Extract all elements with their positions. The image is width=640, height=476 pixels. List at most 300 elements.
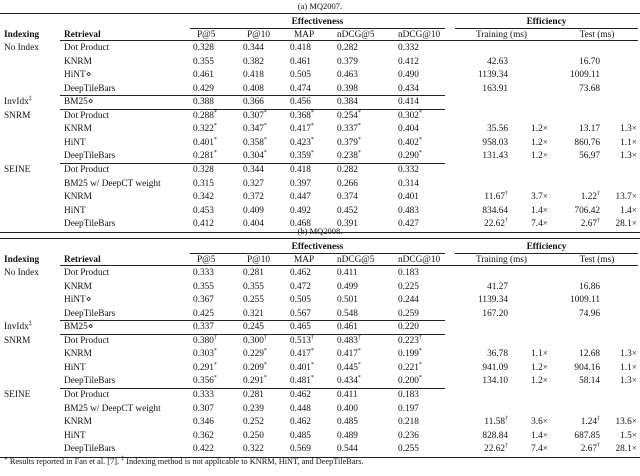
metric-value bbox=[243, 137, 267, 149]
metric-value bbox=[243, 110, 267, 122]
cell-value: 0.462 bbox=[290, 417, 311, 428]
significance-mark: ‡ bbox=[28, 321, 32, 328]
training-time bbox=[487, 123, 508, 135]
retrieval-label: KNRM bbox=[64, 56, 92, 67]
significance-mark: * bbox=[418, 348, 422, 355]
metric-value bbox=[398, 110, 422, 122]
cell-value: 0.462 bbox=[290, 268, 311, 278]
metric-value bbox=[193, 348, 217, 360]
cell-value: SNRM bbox=[4, 335, 31, 346]
table-row bbox=[0, 429, 640, 443]
retrieval-label: Dot Product bbox=[64, 164, 110, 175]
metric-value bbox=[193, 294, 214, 306]
cell-value: 0.342 bbox=[193, 192, 214, 203]
metric-value bbox=[290, 335, 314, 347]
metric-header: MAP bbox=[294, 255, 315, 265]
table-row bbox=[0, 136, 640, 150]
metric-value bbox=[243, 443, 264, 455]
cell-value: 0.379 bbox=[337, 56, 358, 67]
cell-value: 0.499 bbox=[337, 281, 358, 292]
efficiency-header: Efficiency bbox=[526, 17, 567, 27]
metric-value bbox=[398, 294, 419, 306]
test-time bbox=[579, 281, 600, 293]
test-time bbox=[581, 416, 600, 428]
metric-value bbox=[243, 164, 264, 176]
footnote-symbol: ⋄ bbox=[4, 456, 8, 462]
metric-header: P@5 bbox=[197, 30, 216, 40]
retrieval-label: KNRM bbox=[64, 349, 92, 360]
significance-mark: * bbox=[418, 150, 422, 157]
cell-value: 0.355 bbox=[193, 56, 214, 67]
metric-value bbox=[290, 83, 311, 95]
table-row bbox=[0, 163, 640, 177]
table-row bbox=[0, 41, 640, 55]
metric-value bbox=[337, 267, 358, 279]
metric-value bbox=[243, 56, 264, 68]
metric-header: nDCG@10 bbox=[398, 30, 441, 40]
cell-value: 0.445 bbox=[337, 362, 358, 373]
cell-value: 0.423 bbox=[290, 137, 311, 148]
cell-value: 0.489 bbox=[337, 430, 358, 441]
test-time bbox=[574, 205, 600, 217]
training-header: Training (ms) bbox=[475, 255, 528, 265]
cell-value: 58.14 bbox=[579, 376, 600, 387]
cell-value: 0.400 bbox=[337, 403, 358, 414]
metric-value bbox=[193, 56, 214, 68]
cell-value: 0.434 bbox=[337, 376, 358, 387]
metric-value bbox=[337, 362, 361, 374]
cell-value: 0.344 bbox=[243, 164, 264, 175]
metric-value bbox=[193, 443, 214, 455]
significance-mark: * bbox=[263, 123, 267, 130]
metric-value bbox=[398, 137, 422, 149]
cell-value: 22.62 bbox=[484, 444, 505, 455]
cell-value: 0.359 bbox=[290, 151, 311, 162]
significance-mark: † bbox=[597, 443, 600, 450]
training-time bbox=[482, 205, 508, 217]
training-time bbox=[478, 294, 508, 306]
cell-value: 11.67 bbox=[484, 192, 505, 203]
results-table bbox=[0, 225, 640, 455]
significance-mark: * bbox=[310, 348, 314, 355]
cell-value: 0.417 bbox=[337, 349, 358, 360]
significance-mark: † bbox=[357, 334, 361, 341]
metric-value bbox=[337, 335, 361, 347]
significance-mark: * bbox=[357, 136, 361, 143]
table-row bbox=[0, 82, 640, 96]
training-time bbox=[484, 443, 508, 455]
significance-mark: * bbox=[357, 123, 361, 130]
cell-value: 0.328 bbox=[193, 164, 214, 175]
cell-value: 0.244 bbox=[398, 295, 419, 306]
metric-value bbox=[243, 191, 264, 203]
metric-value bbox=[398, 83, 419, 95]
footnote-text: Results reported in Fan et al. [7]. bbox=[7, 457, 122, 466]
metric-value bbox=[398, 416, 419, 428]
table-row bbox=[0, 293, 640, 307]
metric-value bbox=[243, 403, 264, 415]
significance-mark: † bbox=[505, 218, 508, 225]
cell-value: 0.355 bbox=[193, 281, 214, 292]
cell-value: 0.380 bbox=[193, 335, 214, 346]
metric-value bbox=[243, 308, 264, 320]
cell-value: 904.16 bbox=[574, 362, 600, 373]
cell-value: 0.569 bbox=[290, 444, 311, 455]
significance-mark: * bbox=[213, 361, 217, 368]
significance-mark: † bbox=[597, 191, 600, 198]
metric-value bbox=[337, 281, 358, 293]
training-time bbox=[482, 150, 508, 162]
significance-mark: * bbox=[357, 109, 361, 116]
results-table bbox=[0, 0, 640, 230]
retrieval-label: DeepTileBars bbox=[64, 444, 116, 455]
training-speedup: 1.2× bbox=[531, 362, 548, 373]
cell-value: 73.68 bbox=[579, 83, 600, 94]
cell-value: 1139.34 bbox=[478, 70, 508, 81]
footnote-text: Indexing method is not applicable to KNRM, HiNT, and DeepTileBars. bbox=[124, 457, 364, 466]
cell-value: 0.404 bbox=[398, 124, 419, 135]
metric-value bbox=[290, 403, 311, 415]
cell-value: 0.288 bbox=[193, 110, 214, 121]
retrieval-label: KNRM bbox=[64, 192, 92, 203]
training-time bbox=[487, 56, 508, 68]
cell-value: 0.412 bbox=[193, 219, 214, 230]
metric-value bbox=[193, 42, 214, 54]
cell-value: 163.91 bbox=[482, 83, 508, 94]
cell-value: 0.465 bbox=[290, 322, 311, 333]
metric-value bbox=[193, 362, 217, 374]
metric-value bbox=[398, 178, 419, 190]
retrieval-label: Dot Product bbox=[64, 43, 110, 53]
effectiveness-header: Effectiveness bbox=[291, 242, 344, 252]
test-speedup: 13.6× bbox=[615, 417, 637, 428]
metric-value bbox=[243, 430, 264, 442]
significance-mark: * bbox=[418, 109, 422, 116]
cell-value: 834.64 bbox=[482, 205, 508, 216]
test-time bbox=[579, 83, 600, 95]
test-speedup: 1.5× bbox=[620, 430, 637, 441]
metric-value bbox=[193, 321, 214, 333]
indexing-header: Indexing bbox=[4, 30, 40, 40]
retrieval-label: Dot Product bbox=[64, 389, 110, 400]
test-speedup: 1.1× bbox=[620, 362, 637, 373]
metric-value bbox=[193, 205, 214, 217]
table-row bbox=[0, 374, 640, 388]
training-time bbox=[487, 348, 508, 360]
significance-mark: * bbox=[213, 136, 217, 143]
cell-value: 828.84 bbox=[482, 430, 508, 441]
metric-value bbox=[337, 83, 358, 95]
significance-mark: † bbox=[505, 416, 508, 423]
significance-mark: * bbox=[213, 150, 217, 157]
cell-value: 42.63 bbox=[487, 56, 508, 67]
significance-mark: * bbox=[357, 150, 361, 157]
table-row bbox=[0, 334, 640, 348]
test-speedup: 1.3× bbox=[620, 349, 637, 360]
retrieval-label: DeepTileBars bbox=[64, 376, 116, 387]
metric-header: P@10 bbox=[247, 255, 271, 265]
training-time bbox=[478, 69, 508, 81]
metric-value bbox=[337, 294, 358, 306]
metric-value bbox=[243, 205, 264, 217]
metric-value bbox=[290, 178, 311, 190]
test-speedup: 28.1× bbox=[615, 444, 637, 455]
cell-value: 0.344 bbox=[243, 43, 264, 53]
cell-value: No Index bbox=[4, 268, 39, 278]
metric-value bbox=[290, 205, 311, 217]
test-time bbox=[579, 56, 600, 68]
metric-value bbox=[398, 96, 419, 108]
metric-value bbox=[290, 69, 311, 81]
significance-mark: † bbox=[418, 334, 422, 341]
retrieval-label: KNRM bbox=[64, 124, 92, 135]
cell-value: 167.20 bbox=[482, 308, 508, 319]
cell-value: 35.56 bbox=[487, 124, 508, 135]
cell-value: 0.485 bbox=[290, 430, 311, 441]
cell-value: 0.281 bbox=[193, 151, 214, 162]
cell-value: 0.447 bbox=[290, 192, 311, 203]
metric-value bbox=[398, 335, 422, 347]
metric-value bbox=[337, 443, 358, 455]
cell-value: 0.492 bbox=[290, 205, 311, 216]
cell-value: 0.490 bbox=[398, 70, 419, 81]
training-time bbox=[487, 281, 508, 293]
metric-value bbox=[193, 96, 214, 108]
test-time bbox=[579, 123, 600, 135]
cell-value: 0.481 bbox=[290, 376, 311, 387]
metric-value bbox=[243, 375, 267, 387]
metric-value bbox=[193, 137, 217, 149]
table-row bbox=[0, 307, 640, 321]
metric-value bbox=[193, 191, 214, 203]
table-row bbox=[0, 204, 640, 218]
retrieval-label: HiNT bbox=[64, 137, 86, 148]
cell-value: 0.367 bbox=[193, 295, 214, 306]
metric-value bbox=[193, 83, 214, 95]
cell-value: 0.388 bbox=[193, 97, 214, 108]
metric-value bbox=[193, 416, 214, 428]
metric-value bbox=[398, 123, 419, 135]
test-time bbox=[579, 348, 600, 360]
metric-value bbox=[193, 267, 214, 279]
cell-value: 0.397 bbox=[290, 178, 311, 189]
cell-value: 0.239 bbox=[243, 403, 264, 414]
metric-value bbox=[193, 389, 214, 401]
test-time bbox=[579, 375, 600, 387]
training-speedup: 1.4× bbox=[531, 430, 548, 441]
test-time bbox=[570, 69, 600, 81]
cell-value: 0.379 bbox=[337, 137, 358, 148]
metric-value bbox=[337, 308, 358, 320]
indexing-label bbox=[4, 96, 32, 108]
cell-value: 0.408 bbox=[243, 83, 264, 94]
cell-value: 0.303 bbox=[193, 349, 214, 360]
metric-value bbox=[193, 110, 217, 122]
metric-value bbox=[290, 389, 311, 401]
cell-value: 0.398 bbox=[337, 83, 358, 94]
metric-value bbox=[398, 348, 422, 360]
cell-value: 0.463 bbox=[337, 70, 358, 81]
metric-value bbox=[398, 308, 419, 320]
cell-value: 0.315 bbox=[193, 178, 214, 189]
significance-mark: * bbox=[263, 109, 267, 116]
training-speedup: 1.1× bbox=[531, 349, 548, 360]
cell-value: 0.462 bbox=[290, 389, 311, 400]
metric-value bbox=[193, 403, 214, 415]
cell-value: 0.452 bbox=[337, 205, 358, 216]
cell-value: 0.183 bbox=[398, 268, 419, 278]
retrieval-label: BM25⋄ bbox=[64, 322, 94, 333]
cell-value: 16.70 bbox=[579, 56, 600, 67]
cell-value: 1009.11 bbox=[570, 70, 600, 81]
significance-mark: * bbox=[263, 348, 267, 355]
indexing-label bbox=[4, 164, 30, 176]
significance-mark: * bbox=[418, 375, 422, 382]
table-row bbox=[0, 95, 640, 109]
cell-value: 0.418 bbox=[243, 70, 264, 81]
metric-value bbox=[337, 137, 361, 149]
cell-value: 0.304 bbox=[243, 151, 264, 162]
cell-value: 0.374 bbox=[337, 192, 358, 203]
metric-value bbox=[398, 205, 419, 217]
retrieval-label: HiNT bbox=[64, 362, 86, 373]
cell-value: 0.391 bbox=[337, 219, 358, 230]
cell-value: 0.483 bbox=[398, 205, 419, 216]
training-speedup: 1.4× bbox=[531, 205, 548, 216]
metric-value bbox=[290, 150, 314, 162]
test-time bbox=[574, 430, 600, 442]
significance-mark: † bbox=[263, 334, 267, 341]
cell-value: 131.43 bbox=[482, 151, 508, 162]
cell-value: 0.472 bbox=[290, 281, 311, 292]
training-speedup: 1.2× bbox=[531, 124, 548, 135]
cell-value: 0.355 bbox=[243, 281, 264, 292]
table-row bbox=[0, 190, 640, 204]
table-row bbox=[0, 320, 640, 334]
test-time bbox=[581, 191, 600, 203]
cell-value: 0.282 bbox=[337, 164, 358, 175]
metric-value bbox=[193, 430, 214, 442]
metric-value bbox=[243, 416, 264, 428]
indexing-label bbox=[4, 389, 30, 401]
cell-value: 0.412 bbox=[398, 56, 419, 67]
cell-value: InvIdx bbox=[4, 322, 29, 333]
cell-value: 0.401 bbox=[290, 362, 311, 373]
metric-header: P@10 bbox=[247, 30, 271, 40]
top-rule bbox=[0, 13, 640, 14]
test-speedup: 1.3× bbox=[620, 151, 637, 162]
cell-value: 0.255 bbox=[398, 444, 419, 455]
metric-value bbox=[193, 150, 217, 162]
cell-value: 0.327 bbox=[243, 178, 264, 189]
table-row bbox=[0, 402, 640, 416]
significance-mark: † bbox=[505, 443, 508, 450]
cell-value: SEINE bbox=[4, 164, 31, 175]
metric-value bbox=[290, 430, 311, 442]
test-speedup: 1.4× bbox=[620, 205, 637, 216]
metric-value bbox=[243, 294, 264, 306]
significance-mark: * bbox=[418, 136, 422, 143]
cell-value: 0.250 bbox=[243, 430, 264, 441]
cell-value: 0.468 bbox=[290, 219, 311, 230]
test-speedup: 28.1× bbox=[615, 219, 637, 230]
cell-value: 1009.11 bbox=[570, 295, 600, 306]
metric-value bbox=[337, 321, 358, 333]
training-speedup: 1.2× bbox=[531, 376, 548, 387]
retrieval-label: BM25 w/ DeepCT weight bbox=[64, 178, 161, 189]
metric-value bbox=[337, 150, 361, 162]
cell-value: 0.223 bbox=[398, 335, 419, 346]
cell-value: 0.366 bbox=[243, 97, 264, 108]
significance-mark: * bbox=[357, 361, 361, 368]
significance-mark: * bbox=[357, 375, 361, 382]
cell-value: 0.411 bbox=[337, 389, 358, 400]
cell-value: 0.221 bbox=[398, 362, 419, 373]
metric-value bbox=[337, 96, 358, 108]
retrieval-label: Dot Product bbox=[64, 110, 110, 121]
metric-value bbox=[193, 178, 214, 190]
cell-value: 41.27 bbox=[487, 281, 508, 292]
test-speedup: 1.1× bbox=[620, 137, 637, 148]
metric-value bbox=[290, 191, 311, 203]
cell-value: 0.402 bbox=[398, 137, 419, 148]
cell-value: 0.372 bbox=[243, 192, 264, 203]
cell-value: 0.322 bbox=[243, 444, 264, 455]
cell-value: 0.347 bbox=[243, 124, 264, 135]
cell-value: 0.418 bbox=[290, 164, 311, 175]
metric-value bbox=[398, 430, 419, 442]
cell-value: 0.356 bbox=[193, 376, 214, 387]
retrieval-label: DeepTileBars bbox=[64, 151, 116, 162]
metric-value bbox=[193, 308, 214, 320]
training-time bbox=[484, 191, 508, 203]
metric-value bbox=[243, 42, 264, 54]
retrieval-label: BM25⋄ bbox=[64, 97, 94, 108]
cell-value: 12.68 bbox=[579, 349, 600, 360]
metric-value bbox=[243, 69, 264, 81]
table-row bbox=[0, 109, 640, 123]
significance-mark: * bbox=[213, 109, 217, 116]
table-row bbox=[0, 266, 640, 280]
significance-mark: * bbox=[213, 375, 217, 382]
metric-value bbox=[290, 137, 314, 149]
cell-value: 74.96 bbox=[579, 308, 600, 319]
training-speedup: 3.6× bbox=[531, 417, 548, 428]
metric-value bbox=[193, 123, 217, 135]
metric-value bbox=[337, 375, 361, 387]
metric-value bbox=[398, 375, 422, 387]
cell-value: 0.259 bbox=[398, 308, 419, 319]
metric-value bbox=[290, 110, 314, 122]
table-row bbox=[0, 361, 640, 375]
significance-mark: * bbox=[310, 150, 314, 157]
efficiency-header: Efficiency bbox=[526, 242, 567, 252]
metric-value bbox=[398, 56, 419, 68]
metric-value bbox=[337, 123, 361, 135]
cell-value: 0.505 bbox=[290, 70, 311, 81]
metric-value bbox=[398, 69, 419, 81]
cell-value: 0.220 bbox=[398, 322, 419, 333]
cell-value: 0.245 bbox=[243, 322, 264, 333]
significance-mark: * bbox=[310, 136, 314, 143]
cell-value: 0.409 bbox=[243, 205, 264, 216]
cell-value: 860.76 bbox=[574, 137, 600, 148]
test-time bbox=[579, 150, 600, 162]
metric-value bbox=[290, 362, 314, 374]
metric-value bbox=[243, 96, 264, 108]
table-row bbox=[0, 68, 640, 82]
cell-value: 0.290 bbox=[398, 151, 419, 162]
